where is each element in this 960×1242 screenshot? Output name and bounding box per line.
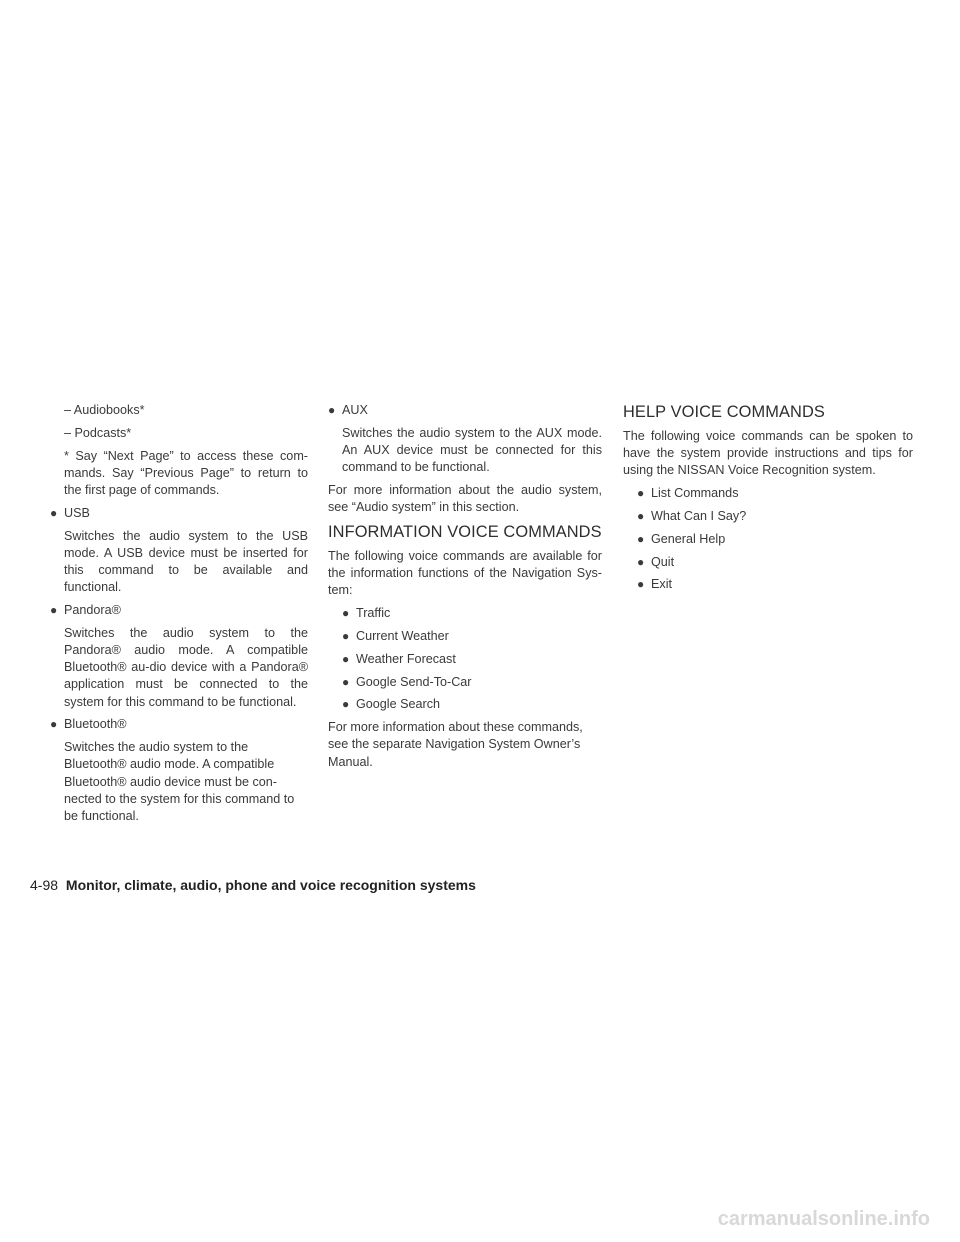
bullet-icon: ● (342, 606, 350, 621)
bullet-title: Bluetooth® (64, 717, 127, 732)
list-item-label: Google Search (356, 697, 441, 712)
bullet-bluetooth (50, 716, 308, 733)
bullet-icon: ● (50, 603, 58, 617)
bullet-icon: ● (342, 674, 350, 689)
section-title: Monitor, climate, audio, phone and voice recognition systems (65, 877, 476, 893)
bullet-icon: ● (50, 505, 58, 520)
column-1 (50, 402, 308, 831)
list-item-what-can-i-say (637, 508, 913, 525)
list-item-traffic (342, 605, 602, 622)
list-item-label: Current Weather (356, 629, 449, 643)
information-heading: INFORMATION VOICE COMMANDS (328, 523, 602, 541)
watermark: carmanualsonline.info (717, 1208, 930, 1230)
list-item-label: Weather Forecast (356, 651, 456, 666)
list-item-general-help (637, 531, 913, 548)
list-item-label: What Can I Say? (651, 509, 747, 523)
bullet-icon: ● (342, 697, 350, 712)
list-item-quit (637, 554, 913, 571)
bullet-icon: ● (637, 486, 645, 501)
list-item-google-search (342, 696, 602, 713)
list-item-label: Exit (651, 577, 672, 592)
information-intro: The following voice commands are available for the information functions of the Navigation Sys-tem: (328, 549, 602, 598)
bullet-title: AUX (342, 403, 368, 417)
column-3 (623, 402, 913, 599)
bullet-icon: ● (342, 629, 350, 643)
list-item-exit (637, 576, 913, 593)
bluetooth-description: Switches the audio system to the Bluetooth® audio mode. A compatible Bluetooth® audio device must be con-nected to the system for this command to be functional. (64, 740, 295, 824)
list-item-podcasts: – Podcasts* (64, 425, 132, 440)
bullet-icon: ● (637, 509, 645, 523)
bullet-icon: ● (342, 651, 350, 666)
usb-description: Switches the audio system to the USB mode. A USB device must be inserted for this command to be available and functional. (64, 528, 308, 595)
bullet-pandora (50, 602, 308, 619)
next-page-note: * Say “Next Page” to access these com-mands. Say “Previous Page” to return to the first page of commands. (64, 448, 308, 497)
help-heading: HELP VOICE COMMANDS (623, 403, 825, 421)
aux-description: Switches the audio system to the AUX mode. An AUX device must be connected for this command to be functional. (342, 425, 602, 475)
bullet-icon: ● (637, 577, 645, 592)
bullet-icon: ● (637, 531, 645, 546)
list-item-google-send-to-car (342, 674, 602, 691)
list-item-label: Quit (651, 554, 675, 569)
list-item-label: Traffic (356, 606, 391, 621)
list-item-label: Google Send-To-Car (356, 674, 472, 689)
bullet-title: Pandora® (64, 603, 121, 617)
bullet-title: USB (64, 505, 90, 520)
bullet-icon: ● (50, 717, 58, 732)
list-item-weather-forecast (342, 651, 602, 668)
list-item-current-weather (342, 628, 602, 645)
pandora-description: Switches the audio system to the Pandora® audio mode. A compatible Bluetooth® au-dio device with a Pandora® application must be connected to the system for this command to be functional. (64, 625, 308, 709)
navigation-manual-note: For more information about these commands, see the separate Navigation System Owner’s Manual. (328, 720, 583, 769)
page-number: 4-98 (30, 877, 59, 893)
bullet-icon: ● (328, 403, 336, 417)
column-2 (328, 402, 602, 776)
help-intro: The following voice commands can be spoken to have the system provide instructions and tips for using the NISSAN Voice Recognition system. (623, 429, 913, 478)
list-item-label: List Commands (651, 486, 739, 501)
bullet-usb (50, 505, 308, 522)
list-item-list-commands (637, 485, 913, 502)
list-item-audiobooks: – Audiobooks* (64, 403, 145, 417)
bullet-aux (328, 402, 602, 419)
list-item-label: General Help (651, 531, 726, 546)
page-footer (30, 876, 476, 894)
audio-system-note: For more information about the audio system, see “Audio system” in this section. (328, 483, 602, 515)
bullet-icon: ● (637, 554, 645, 569)
